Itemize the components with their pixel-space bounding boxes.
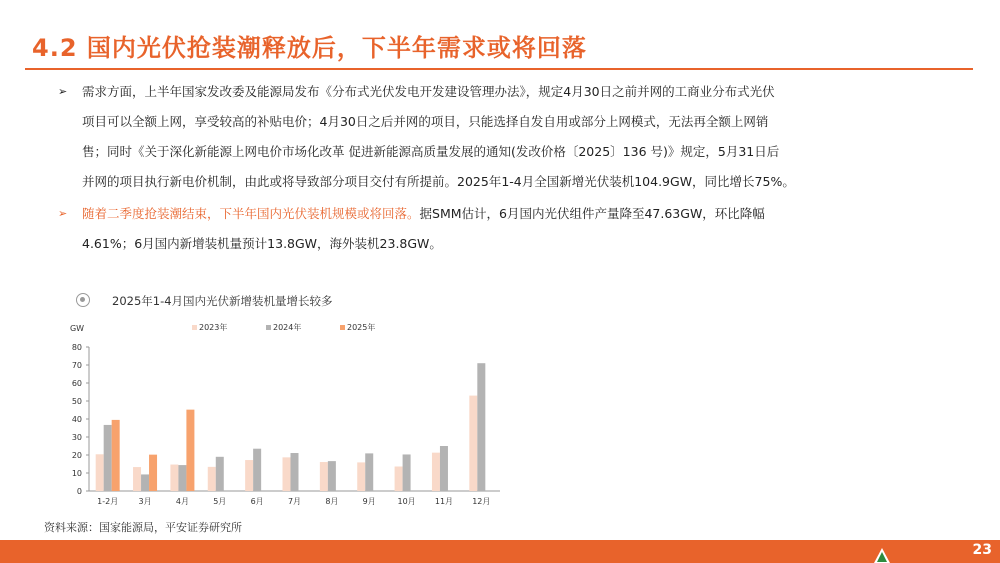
tree-logo-icon: [874, 548, 890, 563]
bar: [186, 410, 194, 491]
legend-label: 2024年: [273, 323, 302, 332]
paragraph-line: 并网的项目执行新电价机制，由此或将导致部分项目交付有所提前。2025年1-4月全国新增光伏装机104.9GW，同比增长75%。: [82, 174, 795, 189]
arrow-bullet-icon: ➢: [58, 207, 68, 220]
highlight-text: 随着二季度抢装潮结束，下半年国内光伏装机规模或将回落。: [82, 206, 420, 221]
bar: [245, 460, 253, 491]
legend-label: 2023年: [199, 323, 228, 332]
paragraph-line: [58, 199, 958, 229]
legend-swatch: [340, 325, 345, 330]
bar: [440, 446, 448, 491]
legend-swatch: [266, 325, 271, 330]
title-divider: [25, 68, 973, 70]
footer-bar: [0, 540, 1000, 563]
x-tick-label: 12月: [472, 497, 491, 506]
paragraph-line: 售；同时《关于深化新能源上网电价市场化改革 促进新能源高质量发展的通知(发改价格〔2025〕136 号)》规定，5月31日后: [82, 144, 780, 159]
bar: [357, 462, 365, 491]
y-tick-label: 40: [71, 415, 82, 424]
bullet-paragraph-2: [58, 199, 958, 259]
legend-label: 2025年: [347, 323, 376, 332]
paragraph-line: 项目可以全额上网，享受较高的补贴电价；4月30日之后并网的项目，只能选择自发自用或部分上网模式，无法再全额上网销: [82, 114, 769, 129]
bar-chart: [55, 318, 505, 518]
y-tick-label: 60: [71, 379, 82, 388]
bar: [477, 363, 485, 491]
bar: [133, 467, 141, 491]
y-tick-label: 20: [71, 451, 82, 460]
x-tick-label: 11月: [434, 497, 454, 506]
y-tick-label: 80: [71, 343, 82, 352]
x-tick-label: 10月: [397, 497, 416, 506]
y-tick-label: 30: [71, 433, 82, 442]
bullet-paragraph-1: [58, 77, 958, 197]
radio-icon: [76, 293, 90, 307]
bar: [283, 457, 291, 491]
paragraph-line: 需求方面，上半年国家发改委及能源局发布《分布式光伏发电开发建设管理办法》，规定4月30日之前并网的工商业分布式光伏: [82, 84, 775, 99]
bar: [291, 453, 299, 491]
x-tick-label: 5月: [213, 497, 227, 506]
y-tick-label: 70: [71, 361, 82, 370]
bar: [432, 453, 440, 491]
bar: [96, 454, 104, 491]
paragraph-text: 据SMM估计，6月国内光伏组件产量降至47.63GW，环比降幅: [419, 206, 765, 221]
bar: [141, 474, 149, 491]
y-tick-label: 10: [71, 469, 82, 478]
source-note: 资料来源：国家能源局，平安证券研究所: [44, 521, 242, 534]
bar: [104, 425, 112, 491]
page-number: 23: [972, 542, 992, 558]
bar: [208, 467, 216, 491]
bar: [178, 465, 186, 491]
bar: [320, 462, 328, 491]
bar: [469, 396, 477, 491]
x-tick-label: 4月: [175, 497, 189, 506]
page-title: 4.2 国内光伏抢装潮释放后，下半年需求或将回落: [32, 34, 587, 62]
x-tick-label: 6月: [250, 497, 264, 506]
x-tick-label: 9月: [362, 497, 376, 506]
chart-title: 2025年1-4月国内光伏新增装机量增长较多: [112, 294, 333, 308]
y-axis-unit-label: GW: [69, 324, 85, 333]
bar: [149, 455, 157, 491]
x-tick-label: 3月: [138, 497, 152, 506]
y-tick-label: 50: [71, 397, 82, 406]
bar: [216, 457, 224, 491]
paragraph-line: 4.61%；6月国内新增装机量预计13.8GW，海外装机23.8GW。: [82, 236, 442, 251]
bar: [395, 467, 403, 491]
bar: [403, 454, 411, 491]
x-tick-label: 1-2月: [97, 497, 119, 506]
y-tick-label: 0: [76, 487, 82, 496]
legend-swatch: [192, 325, 197, 330]
bar: [170, 465, 178, 491]
bar: [365, 453, 373, 491]
arrow-bullet-icon: ➢: [58, 85, 68, 98]
x-tick-label: 8月: [325, 497, 339, 506]
x-tick-label: 7月: [287, 497, 302, 506]
bar: [328, 461, 336, 491]
bar: [112, 420, 120, 491]
bar: [253, 449, 261, 491]
